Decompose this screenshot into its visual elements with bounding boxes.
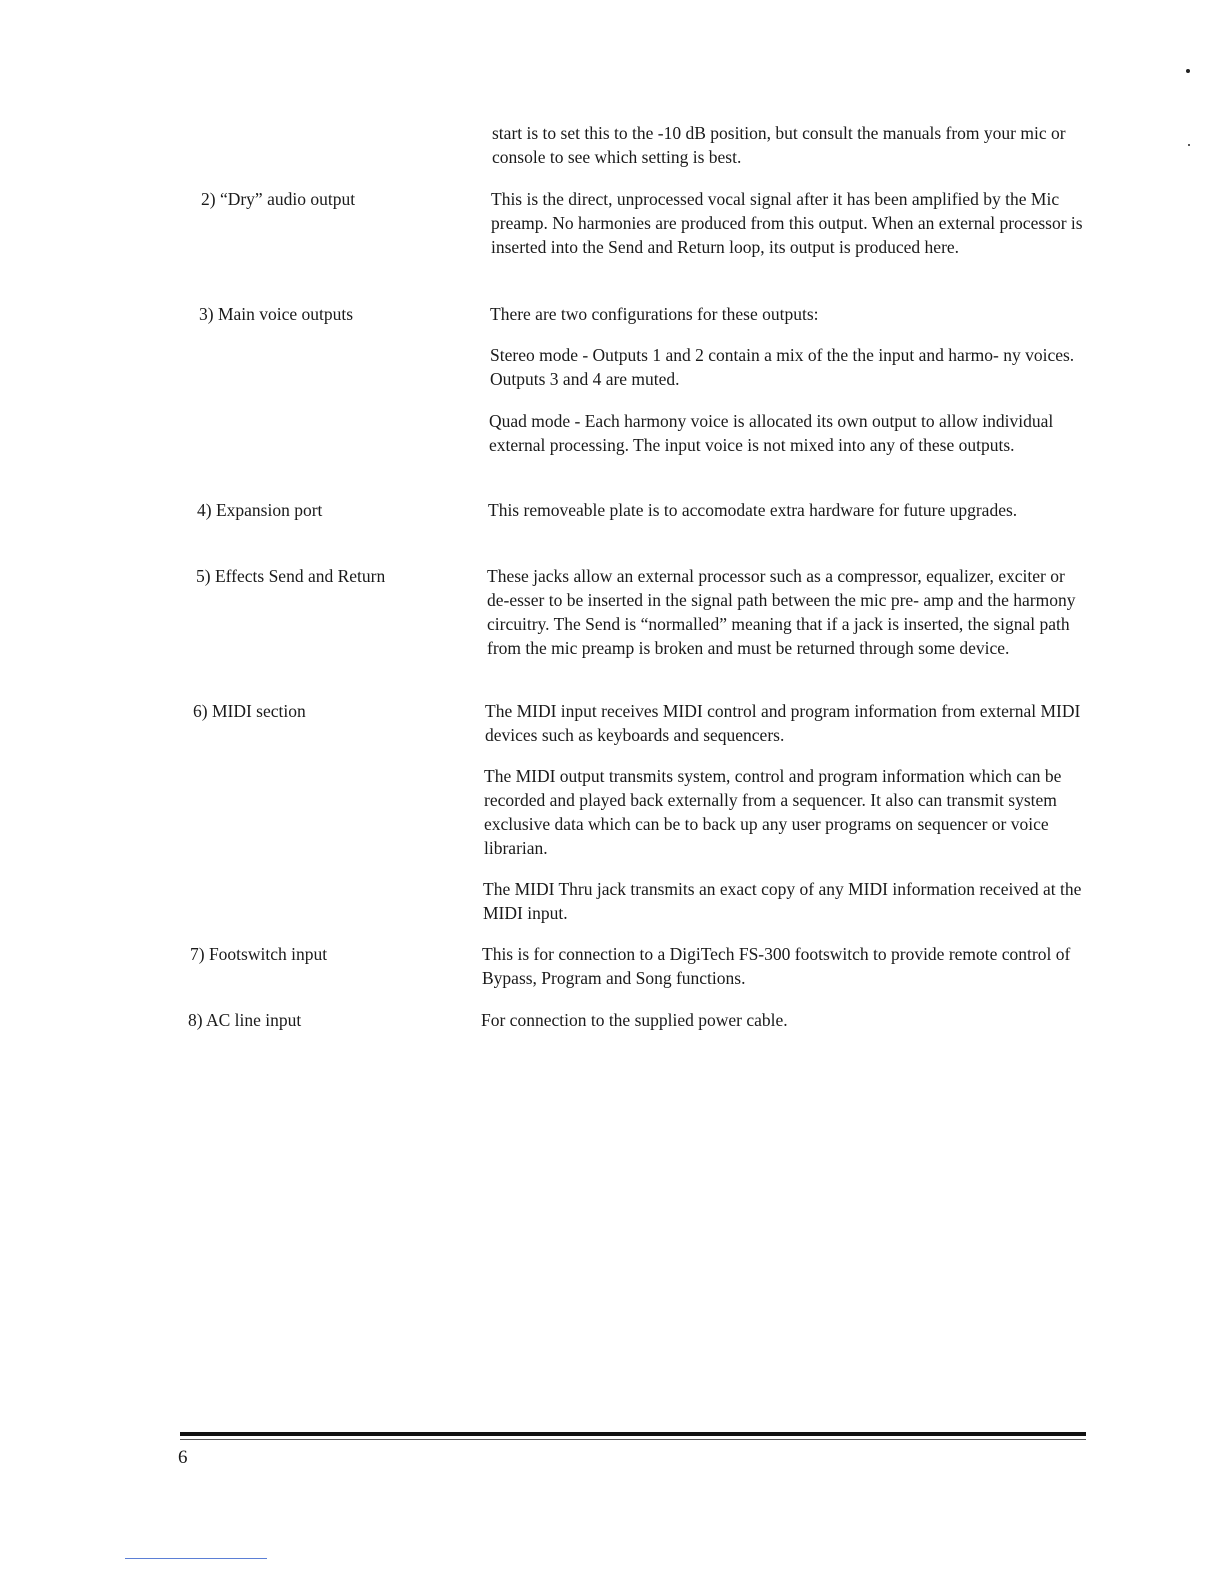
item-label: 3) Main voice outputs [199, 304, 354, 324]
item-paragraph: For connection to the supplied power cable. [481, 1010, 788, 1030]
item-paragraph: Quad mode - Each harmony voice is allocated its own output to allow individual external processing. The input voice is not mixed into any of these outputs. [489, 411, 1054, 455]
item-label: 2) “Dry” audio output [201, 189, 356, 209]
item-paragraph: This removeable plate is to accomodate extra hardware for future upgrades. [488, 500, 1018, 520]
footer-rule [180, 1432, 1086, 1436]
item-paragraph: There are two configurations for these outputs: [490, 304, 819, 324]
page-number: 6 [178, 1447, 188, 1468]
item-paragraph: The MIDI output transmits system, control and program information which can be recorded and played back externally from a sequencer. It also can transmit system exclusive data which can be to back up any user programs on sequencer or voice librarian. [484, 766, 1062, 858]
intro-paragraph: start is to set this to the -10 dB position, but consult the manuals from your mic or console to see which setting is best. [492, 123, 1066, 167]
item-paragraph: The MIDI Thru jack transmits an exact copy of any MIDI information received at the MIDI input. [483, 879, 1082, 923]
footer-rule-thin [180, 1439, 1086, 1440]
item-paragraph: The MIDI input receives MIDI control and program information from external MIDI devices such as keyboards and sequencers. [485, 701, 1081, 745]
scan-speck [1186, 69, 1190, 73]
item-label: 7) Footswitch input [190, 944, 328, 964]
item-paragraph: Stereo mode - Outputs 1 and 2 contain a mix of the the input and harmo- ny voices. Outputs 3 and 4 are muted. [490, 345, 1075, 389]
item-paragraph: These jacks allow an external processor such as a compressor, equalizer, exciter or de-esser to be inserted in the signal path between the mic pre- amp and the harmony circuitry. The Send is “normalled” meaning that if a jack is inserted, the signal path from the mic preamp is broken and must be returned through some device. [487, 566, 1076, 658]
item-paragraph: This is the direct, unprocessed vocal signal after it has been amplified by the Mic preamp. No harmonies are produced from this output. When an external processor is inserted into the Send and Return loop, its output is produced here. [491, 189, 1083, 257]
item-paragraph: This is for connection to a DigiTech FS-300 footswitch to provide remote control of Bypass, Program and Song functions. [482, 944, 1071, 988]
item-label: 8) AC line input [188, 1010, 302, 1030]
scan-artifact-line [125, 1558, 267, 1559]
item-label: 4) Expansion port [197, 500, 323, 520]
item-label: 5) Effects Send and Return [196, 566, 386, 586]
scan-speck [1188, 144, 1190, 146]
item-label: 6) MIDI section [193, 701, 306, 721]
